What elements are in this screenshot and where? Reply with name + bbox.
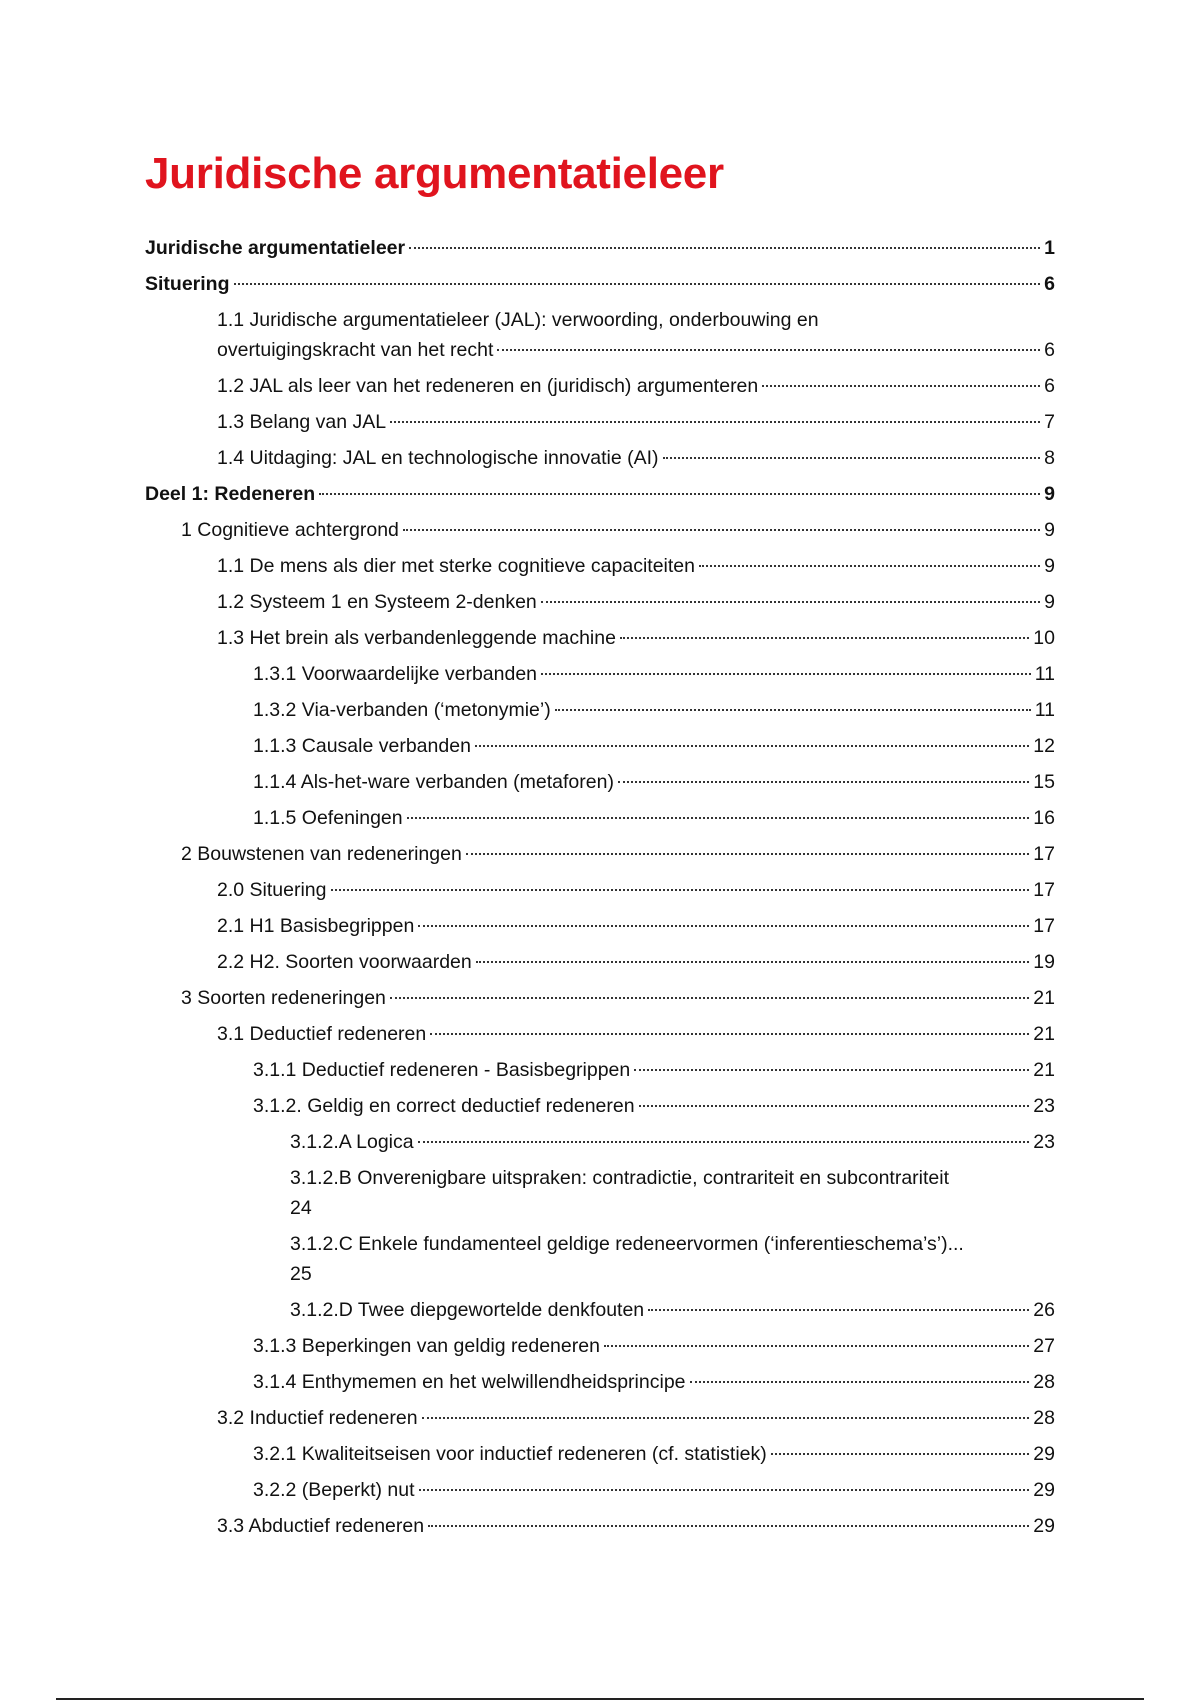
toc-entry[interactable]	[145, 1439, 1055, 1469]
toc-entry[interactable]	[145, 1163, 1055, 1223]
toc-dot-leader	[418, 1141, 1030, 1143]
toc-entry[interactable]	[145, 1475, 1055, 1505]
toc-entry[interactable]	[145, 1127, 1055, 1157]
toc-entry-text: 2.2 H2. Soorten voorwaarden	[217, 951, 472, 973]
toc-entry-text: 1.4 Uitdaging: JAL en technologische innovatie (AI)	[217, 447, 659, 469]
toc-page-number: 9	[1044, 519, 1055, 541]
toc-entry[interactable]	[145, 1403, 1055, 1433]
toc-entry-text: 1.2 Systeem 1 en Systeem 2-denken	[217, 591, 537, 613]
toc-page-number: 21	[1033, 1059, 1055, 1081]
toc-page-number: 10	[1033, 627, 1055, 649]
toc-page-number: 24	[290, 1197, 312, 1219]
toc-page-number: 9	[1044, 591, 1055, 613]
toc-entry[interactable]	[145, 623, 1055, 653]
toc-entry-text: 3.1.2.A Logica	[290, 1131, 414, 1153]
toc-entry[interactable]	[145, 1055, 1055, 1085]
toc-entry[interactable]	[145, 233, 1055, 263]
toc-entry-text: 3 Soorten redeneringen	[181, 987, 386, 1009]
toc-page-number: 26	[1033, 1299, 1055, 1321]
toc-dot-leader	[390, 421, 1040, 423]
toc-dot-leader	[430, 1033, 1029, 1035]
toc-entry-text: 3.3 Abductief redeneren	[217, 1515, 425, 1537]
toc-page-number: 9	[1044, 483, 1055, 505]
toc-entry[interactable]	[145, 1331, 1055, 1361]
toc-dot-leader	[319, 493, 1040, 495]
toc-page-number: 23	[1033, 1095, 1055, 1117]
toc-dot-leader	[409, 247, 1040, 249]
toc-entry-text: 3.1.2.B Onverenigbare uitspraken: contradictie, contrariteit en subcontrariteit	[290, 1167, 950, 1189]
toc-dot-leader	[428, 1525, 1029, 1527]
toc-entry-text: 1.1 Juridische argumentatieleer (JAL): verwoording, onderbouwing en	[217, 309, 819, 331]
toc-entry[interactable]	[145, 305, 1055, 365]
toc-page-number: 29	[1033, 1479, 1055, 1501]
toc-dot-leader	[762, 385, 1040, 387]
toc-entry[interactable]	[145, 839, 1055, 869]
toc-entry[interactable]	[145, 695, 1055, 725]
toc-page-number: 21	[1033, 1023, 1055, 1045]
toc-entry[interactable]	[145, 1295, 1055, 1325]
toc-page-number: 17	[1033, 879, 1055, 901]
toc-page-number: 19	[1033, 951, 1055, 973]
toc-page-number: 6	[1044, 375, 1055, 397]
toc-entry-text: 2 Bouwstenen van redeneringen	[181, 843, 462, 865]
toc-page-number: 25	[290, 1263, 312, 1285]
toc-entry-text: Situering	[145, 273, 230, 295]
toc-entry-text: 3.1 Deductief redeneren	[217, 1023, 427, 1045]
toc-entry-text: 1.1.5 Oefeningen	[253, 807, 403, 829]
toc-dot-leader	[497, 349, 1040, 351]
toc-entry-text: 3.1.4 Enthymemen en het welwillendheidsprincipe	[253, 1371, 686, 1393]
toc-page-number: 1	[1044, 237, 1055, 259]
document-title: Juridische argumentatieleer	[145, 149, 724, 198]
toc-dot-leader	[620, 637, 1029, 639]
toc-page-number: 11	[1034, 699, 1055, 721]
toc-dot-leader	[234, 283, 1041, 285]
toc-entry[interactable]	[145, 1091, 1055, 1121]
toc-dot-leader	[476, 961, 1030, 963]
toc-dot-leader	[418, 925, 1029, 927]
toc-entry-text: 1.3.2 Via-verbanden (‘metonymie’)	[253, 699, 551, 721]
toc-dot-leader	[331, 889, 1030, 891]
toc-dot-leader	[634, 1069, 1029, 1071]
toc-dot-leader	[422, 1417, 1030, 1419]
toc-page-number: 28	[1033, 1371, 1055, 1393]
toc-dot-leader	[690, 1381, 1030, 1383]
toc-entry-text: Juridische argumentatieleer	[145, 237, 406, 259]
toc-entry[interactable]	[145, 875, 1055, 905]
toc-page-number: 28	[1033, 1407, 1055, 1429]
toc-entry-text: 1.3.1 Voorwaardelijke verbanden	[253, 663, 538, 685]
toc-entry-text-continued: overtuigingskracht van het recht	[217, 339, 494, 361]
toc-entry[interactable]	[145, 1229, 1055, 1289]
table-of-contents	[145, 233, 1055, 1547]
toc-page-number: 15	[1033, 771, 1055, 793]
toc-entry[interactable]	[145, 947, 1055, 977]
toc-entry[interactable]	[145, 803, 1055, 833]
toc-dot-leader	[604, 1345, 1029, 1347]
toc-entry[interactable]	[145, 479, 1055, 509]
toc-entry[interactable]	[145, 443, 1055, 473]
toc-page-number: 11	[1034, 663, 1055, 685]
toc-page-number: 23	[1033, 1131, 1055, 1153]
toc-page-number: 29	[1033, 1515, 1055, 1537]
toc-dot-leader	[771, 1453, 1030, 1455]
toc-entry-text: 3.1.2.C Enkele fundamenteel geldige redeneervormen (‘inferentieschema’s’)...	[290, 1233, 964, 1255]
toc-dot-leader	[419, 1489, 1030, 1491]
toc-dot-leader	[407, 817, 1030, 819]
toc-entry-text: Deel 1: Redeneren	[145, 483, 316, 505]
toc-entry-text: 1.3 Belang van JAL	[217, 411, 387, 433]
toc-page-number: 6	[1044, 339, 1055, 361]
toc-dot-leader	[475, 745, 1029, 747]
toc-page-number: 7	[1044, 411, 1055, 433]
toc-page-number: 12	[1033, 735, 1055, 757]
toc-dot-leader	[541, 601, 1040, 603]
toc-entry[interactable]	[145, 515, 1055, 545]
toc-entry-text: 1.1.4 Als-het-ware verbanden (metaforen)	[253, 771, 614, 793]
toc-entry[interactable]	[145, 587, 1055, 617]
toc-page-number: 6	[1044, 273, 1055, 295]
toc-entry[interactable]	[145, 983, 1055, 1013]
toc-entry-text: 1.3 Het brein als verbandenleggende machine	[217, 627, 616, 649]
toc-page-number: 29	[1033, 1443, 1055, 1465]
toc-entry-text: 3.2 Inductief redeneren	[217, 1407, 418, 1429]
toc-entry[interactable]	[145, 371, 1055, 401]
toc-entry-text: 1.1.3 Causale verbanden	[253, 735, 471, 757]
toc-entry-text: 3.1.1 Deductief redeneren - Basisbegrippen	[253, 1059, 631, 1081]
toc-entry-text: 3.1.3 Beperkingen van geldig redeneren	[253, 1335, 600, 1357]
toc-entry[interactable]	[145, 269, 1055, 299]
toc-entry-text: 2.0 Situering	[217, 879, 327, 901]
toc-dot-leader	[555, 709, 1031, 711]
toc-entry-text: 1.1 De mens als dier met sterke cognitieve capaciteiten	[217, 555, 695, 577]
toc-dot-leader	[466, 853, 1030, 855]
toc-entry[interactable]	[145, 407, 1055, 437]
toc-entry-text: 1.2 JAL als leer van het redeneren en (juridisch) argumenteren	[217, 375, 759, 397]
toc-dot-leader	[699, 565, 1040, 567]
toc-dot-leader	[639, 1105, 1030, 1107]
toc-entry[interactable]	[145, 1367, 1055, 1397]
toc-entry[interactable]	[145, 659, 1055, 689]
toc-entry-text: 3.2.2 (Beperkt) nut	[253, 1479, 415, 1501]
toc-entry-text: 3.1.2. Geldig en correct deductief redeneren	[253, 1095, 635, 1117]
toc-entry-text: 1 Cognitieve achtergrond	[181, 519, 399, 541]
toc-page-number: 21	[1033, 987, 1055, 1009]
toc-dot-leader	[390, 997, 1029, 999]
toc-entry-text: 2.1 H1 Basisbegrippen	[217, 915, 415, 937]
toc-entry[interactable]	[145, 911, 1055, 941]
toc-entry[interactable]	[145, 551, 1055, 581]
toc-page-number: 17	[1033, 915, 1055, 937]
toc-dot-leader	[541, 673, 1031, 675]
toc-page-number: 27	[1033, 1335, 1055, 1357]
toc-dot-leader	[618, 781, 1029, 783]
toc-entry[interactable]	[145, 731, 1055, 761]
toc-entry[interactable]	[145, 1019, 1055, 1049]
toc-page-number: 8	[1044, 447, 1055, 469]
toc-page-number: 16	[1033, 807, 1055, 829]
toc-entry-text: 3.2.1 Kwaliteitseisen voor inductief redeneren (cf. statistiek)	[253, 1443, 767, 1465]
toc-entry[interactable]	[145, 767, 1055, 797]
toc-page-number: 9	[1044, 555, 1055, 577]
toc-dot-leader	[648, 1309, 1029, 1311]
toc-page-number: 17	[1033, 843, 1055, 865]
toc-entry-text: 3.1.2.D Twee diepgewortelde denkfouten	[290, 1299, 645, 1321]
toc-dot-leader	[403, 529, 1040, 531]
toc-entry[interactable]	[145, 1511, 1055, 1541]
toc-dot-leader	[663, 457, 1041, 459]
